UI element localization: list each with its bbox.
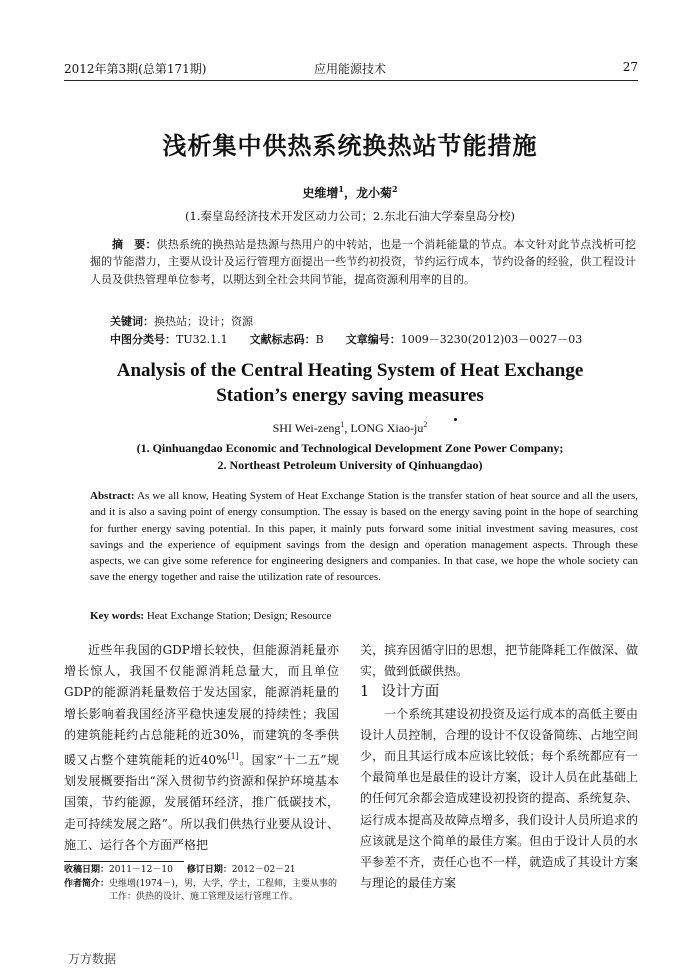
body-column-right: [360, 640, 638, 894]
body-column-left: [64, 640, 339, 856]
revised-date: 2012－02－21: [231, 865, 296, 875]
zh-keywords: [110, 313, 253, 329]
zh-keywords-label: 关键词：: [110, 315, 154, 328]
intro-text: 近些年我国的GDP增长较快，但能源消耗量亦增长惊人，我国不仅能源消耗总量大，而且单位GDP的能源消耗量数倍于发达国家，能源消耗量的增长影响着我国经济平稳快速发展的持续性；我国的建筑能耗约占总能耗的近30%，而建筑的冬季供暖又占整个建筑能耗的近40%: [64, 643, 339, 768]
article-id: [346, 331, 583, 347]
wanfang-watermark: 万方数据: [68, 952, 117, 966]
article-id-value: 1009－3230(2012)03－0027－03: [400, 333, 583, 346]
english-abstract-label: Abstract:: [90, 490, 135, 502]
english-keywords-label: Key words:: [90, 610, 145, 622]
english-affiliation-line-1: (1. Qinhuangdao Economic and Technological Development Zone Power Company;: [136, 441, 564, 455]
bio-text: 史维增(1974－)，男，大学，学士，工程师，主要从事的工作：供热的设计、施工管理及运行管理工作。: [109, 878, 337, 902]
design-paragraph: 一个系统其建设初投资及运行成本的高低主要由设计人员控制，合理的设计不仅设备简练、占地空间少，而且其运行成本应该比较低；每个系统都应有一个最简单也是最佳的设计方案，设计人员在此基础上的任何冗余都会造成建设初投资的提高、系统复杂、运行成本提高及故障点增多，我们设计人员所追求的应该就是这个简单的最佳方案。但由于设计人员的水平参差不齐，责任心也不一样，就造成了其设计方案与理论的最佳方案: [360, 706, 638, 891]
english-title: [0, 358, 700, 408]
doc-code: [250, 331, 324, 347]
doc-value: B: [315, 333, 324, 346]
author-1-sup: 1: [338, 184, 344, 194]
affiliation: (1.秦皇岛经济技术开发区动力公司；2.东北石油大学秦皇岛分校): [185, 209, 515, 223]
en-author-2-sup: 2: [423, 420, 428, 429]
author-2-sup: 2: [392, 184, 398, 194]
paper-title: 浅析集中供热系统换热站节能措施: [162, 131, 538, 160]
clc-code: [110, 331, 228, 347]
header-issue: 2012年第3期(总第171期): [64, 62, 207, 76]
english-authors: [0, 420, 700, 436]
en-author-sep: ,: [344, 421, 351, 435]
citation-ref: [1]: [227, 752, 239, 762]
received-label: 收稿日期：: [64, 865, 110, 875]
footnote-dates: [64, 864, 339, 878]
author-sep: ，: [343, 186, 356, 200]
footnote-bio: [64, 878, 339, 905]
intro-paragraph: [64, 640, 339, 856]
header-page-number: 27: [622, 60, 638, 74]
zh-keywords-text: 换热站；设计；资源: [154, 315, 253, 328]
bio-label: 作者简介：: [64, 878, 110, 889]
english-title-line-1: Analysis of the Central Heating System of Heat Exchange: [116, 360, 584, 381]
authors: [0, 184, 700, 201]
article-id-label: 文章编号：: [345, 333, 401, 346]
en-author-1: SHI Wei-zeng: [272, 421, 341, 435]
section-title: 设计方面: [381, 684, 440, 701]
intro-paragraph-continued: 关，摈弃因循守旧的思想，把节能降耗工作做深、做实，做到低碳供热。: [360, 643, 638, 679]
header-rule: [64, 80, 638, 81]
doc-label: 文献标志码：: [249, 333, 316, 346]
english-keywords-text: Heat Exchange Station; Design; Resource: [146, 610, 332, 622]
zh-abstract: [90, 236, 636, 288]
author-2: 龙小菊: [356, 186, 393, 200]
english-affiliation: [0, 440, 700, 474]
english-abstract-text: As we all know, Heating System of Heat Exchange Station is the transfer station of heat source and all the users, and it is also a saving point of energy consumption. The essay is based on the energy saving point in the hope of searching for further energy saving potential. In this paper, it mainly puts forward some initial investment saving measures, cost savings and the experience of equipment savings from the design and operation management aspects. Through these aspects, we can give some reference for engineering designers and companies. In that case, we hope the whole society can save the energy together and raise the utilization rate of resources.: [90, 490, 638, 584]
footnote-rule: [64, 861, 184, 862]
english-affiliation-line-2: 2. Northeast Petroleum University of Qinhuangdao): [217, 458, 483, 472]
english-keywords: [90, 610, 331, 622]
clc-value: TU32.1.1: [176, 333, 228, 346]
author-1: 史维增: [302, 186, 339, 200]
clc-label: 中图分类号：: [110, 333, 176, 346]
en-author-1-sup: 1: [340, 420, 345, 429]
intro-text-continued: 。国家“十二五”规划发展概要指出“深入贯彻节约资源和保护环境基本国策，节约能源，发展循环经济，推广低碳技术，走可持续发展之路”。所以我们供热行业要从设计、施工、运行各个方面严格把: [64, 753, 339, 852]
zh-abstract-text: 供热系统的换热站是热源与热用户的中转站，也是一个消耗能量的节点。本文针对此节点浅析可挖掘的节能潜力，主要从设计及运行管理方面提出一些节约初投资，节约运行成本，节约设备的经验，供工程设计人员及供热管理单位参考，以期达到全社会共同节能，提高资源利用率的目的。: [90, 238, 636, 286]
received-date: 2011－12－10: [109, 865, 173, 875]
header-journal: 应用能源技术: [313, 62, 386, 76]
english-title-line-2: Station’s energy saving measures: [216, 385, 484, 406]
zh-abstract-label: 摘 要：: [112, 238, 157, 251]
revised-label: 修订日期：: [186, 865, 232, 875]
en-author-2: LONG Xiao-ju: [350, 421, 424, 435]
footnote: [64, 864, 339, 905]
classification-line: [110, 331, 630, 347]
english-abstract: [90, 488, 638, 586]
section-number: 1: [360, 684, 370, 701]
section-heading: [360, 682, 638, 703]
